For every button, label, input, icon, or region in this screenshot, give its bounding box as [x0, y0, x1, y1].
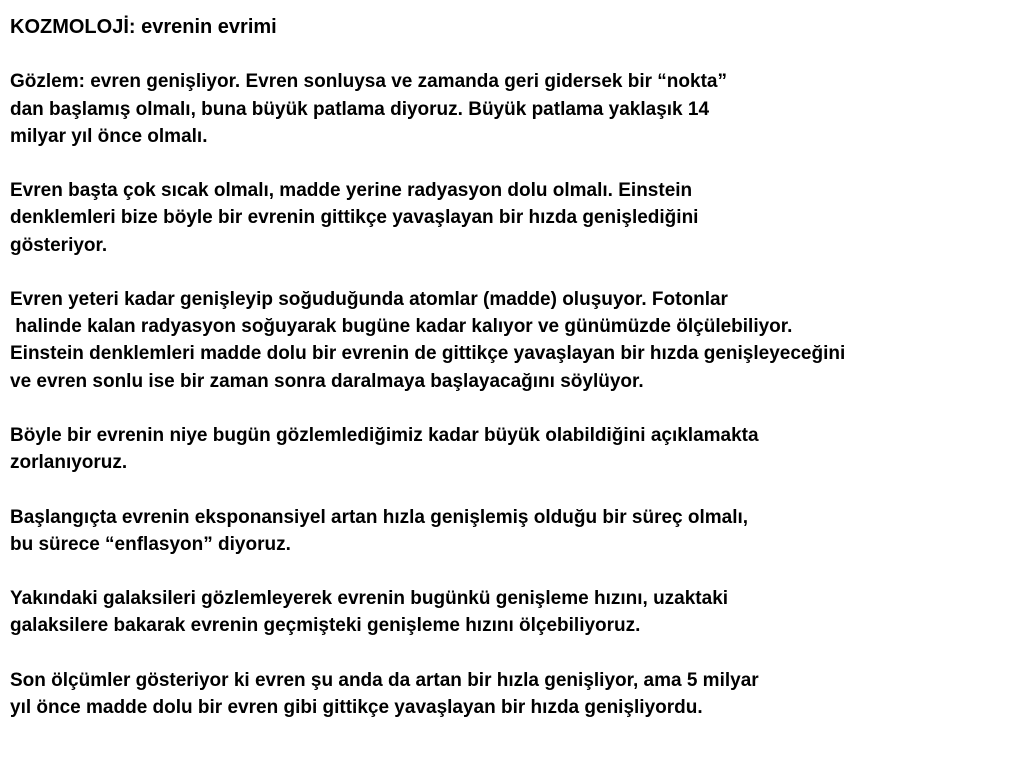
paragraph-line: Böyle bir evrenin niye bugün gözlemlediğimiz kadar büyük olabildiğini açıklamakta [10, 424, 759, 446]
paragraph-line: Evren yeteri kadar genişleyip soğuduğunda atomlar (madde) oluşuyor. Fotonlar [10, 288, 728, 310]
paragraph-inflation [10, 504, 1020, 558]
paragraph-line: Gözlem: evren genişliyor. Evren sonluysa ve zamanda geri gidersek bir “nokta” [10, 71, 727, 93]
paragraph-line: Son ölçümler gösteriyor ki evren şu anda da artan bir hızla genişliyor, ama 5 milyar [10, 669, 759, 691]
slide-title [10, 14, 1020, 41]
paragraph-line: denklemleri bize böyle bir evrenin gittikçe yavaşlayan bir hızda genişlediğini [10, 207, 699, 229]
paragraph-measurements [10, 667, 1020, 721]
paragraph-line: halinde kalan radyasyon soğuyarak bugüne kadar kalıyor ve günümüzde ölçülebiliyor. [10, 316, 793, 338]
slide-title-rest: evrenin evrimi [135, 16, 277, 38]
paragraph-atoms [10, 286, 1020, 395]
paragraph-line: dan başlamış olmalı, buna büyük patlama diyoruz. Büyük patlama yaklaşık 14 [10, 98, 710, 120]
paragraph-observation [10, 68, 1020, 150]
paragraph-line: Einstein denklemleri madde dolu bir evrenin de gittikçe yavaşlayan bir hızda genişleyeceğini [10, 343, 846, 365]
paragraph-radiation [10, 177, 1020, 259]
paragraph-line: Başlangıçta evrenin eksponansiyel artan hızla genişlemiş olduğu bir süreç olmalı, [10, 506, 749, 528]
paragraph-galaxies [10, 585, 1020, 639]
slide [10, 14, 1020, 748]
paragraph-line: galaksilere bakarak evrenin geçmişteki genişleme hızını ölçebiliyoruz. [10, 615, 641, 637]
slide-title-prefix: KOZMOLOJİ: [10, 16, 136, 38]
paragraph-line: gösteriyor. [10, 234, 108, 256]
paragraph-line: zorlanıyoruz. [10, 452, 128, 474]
paragraph-size-problem [10, 422, 1020, 476]
paragraph-line: Yakındaki galaksileri gözlemleyerek evrenin bugünkü genişleme hızını, uzaktaki [10, 588, 729, 610]
paragraph-line: yıl önce madde dolu bir evren gibi gittikçe yavaşlayan bir hızda genişliyordu. [10, 696, 703, 718]
paragraph-line: bu sürece “enflasyon” diyoruz. [10, 533, 291, 555]
paragraph-line: ve evren sonlu ise bir zaman sonra daralmaya başlayacağını söylüyor. [10, 370, 644, 392]
paragraph-line: milyar yıl önce olmalı. [10, 125, 208, 147]
paragraph-line: Evren başta çok sıcak olmalı, madde yerine radyasyon dolu olmalı. Einstein [10, 180, 693, 202]
